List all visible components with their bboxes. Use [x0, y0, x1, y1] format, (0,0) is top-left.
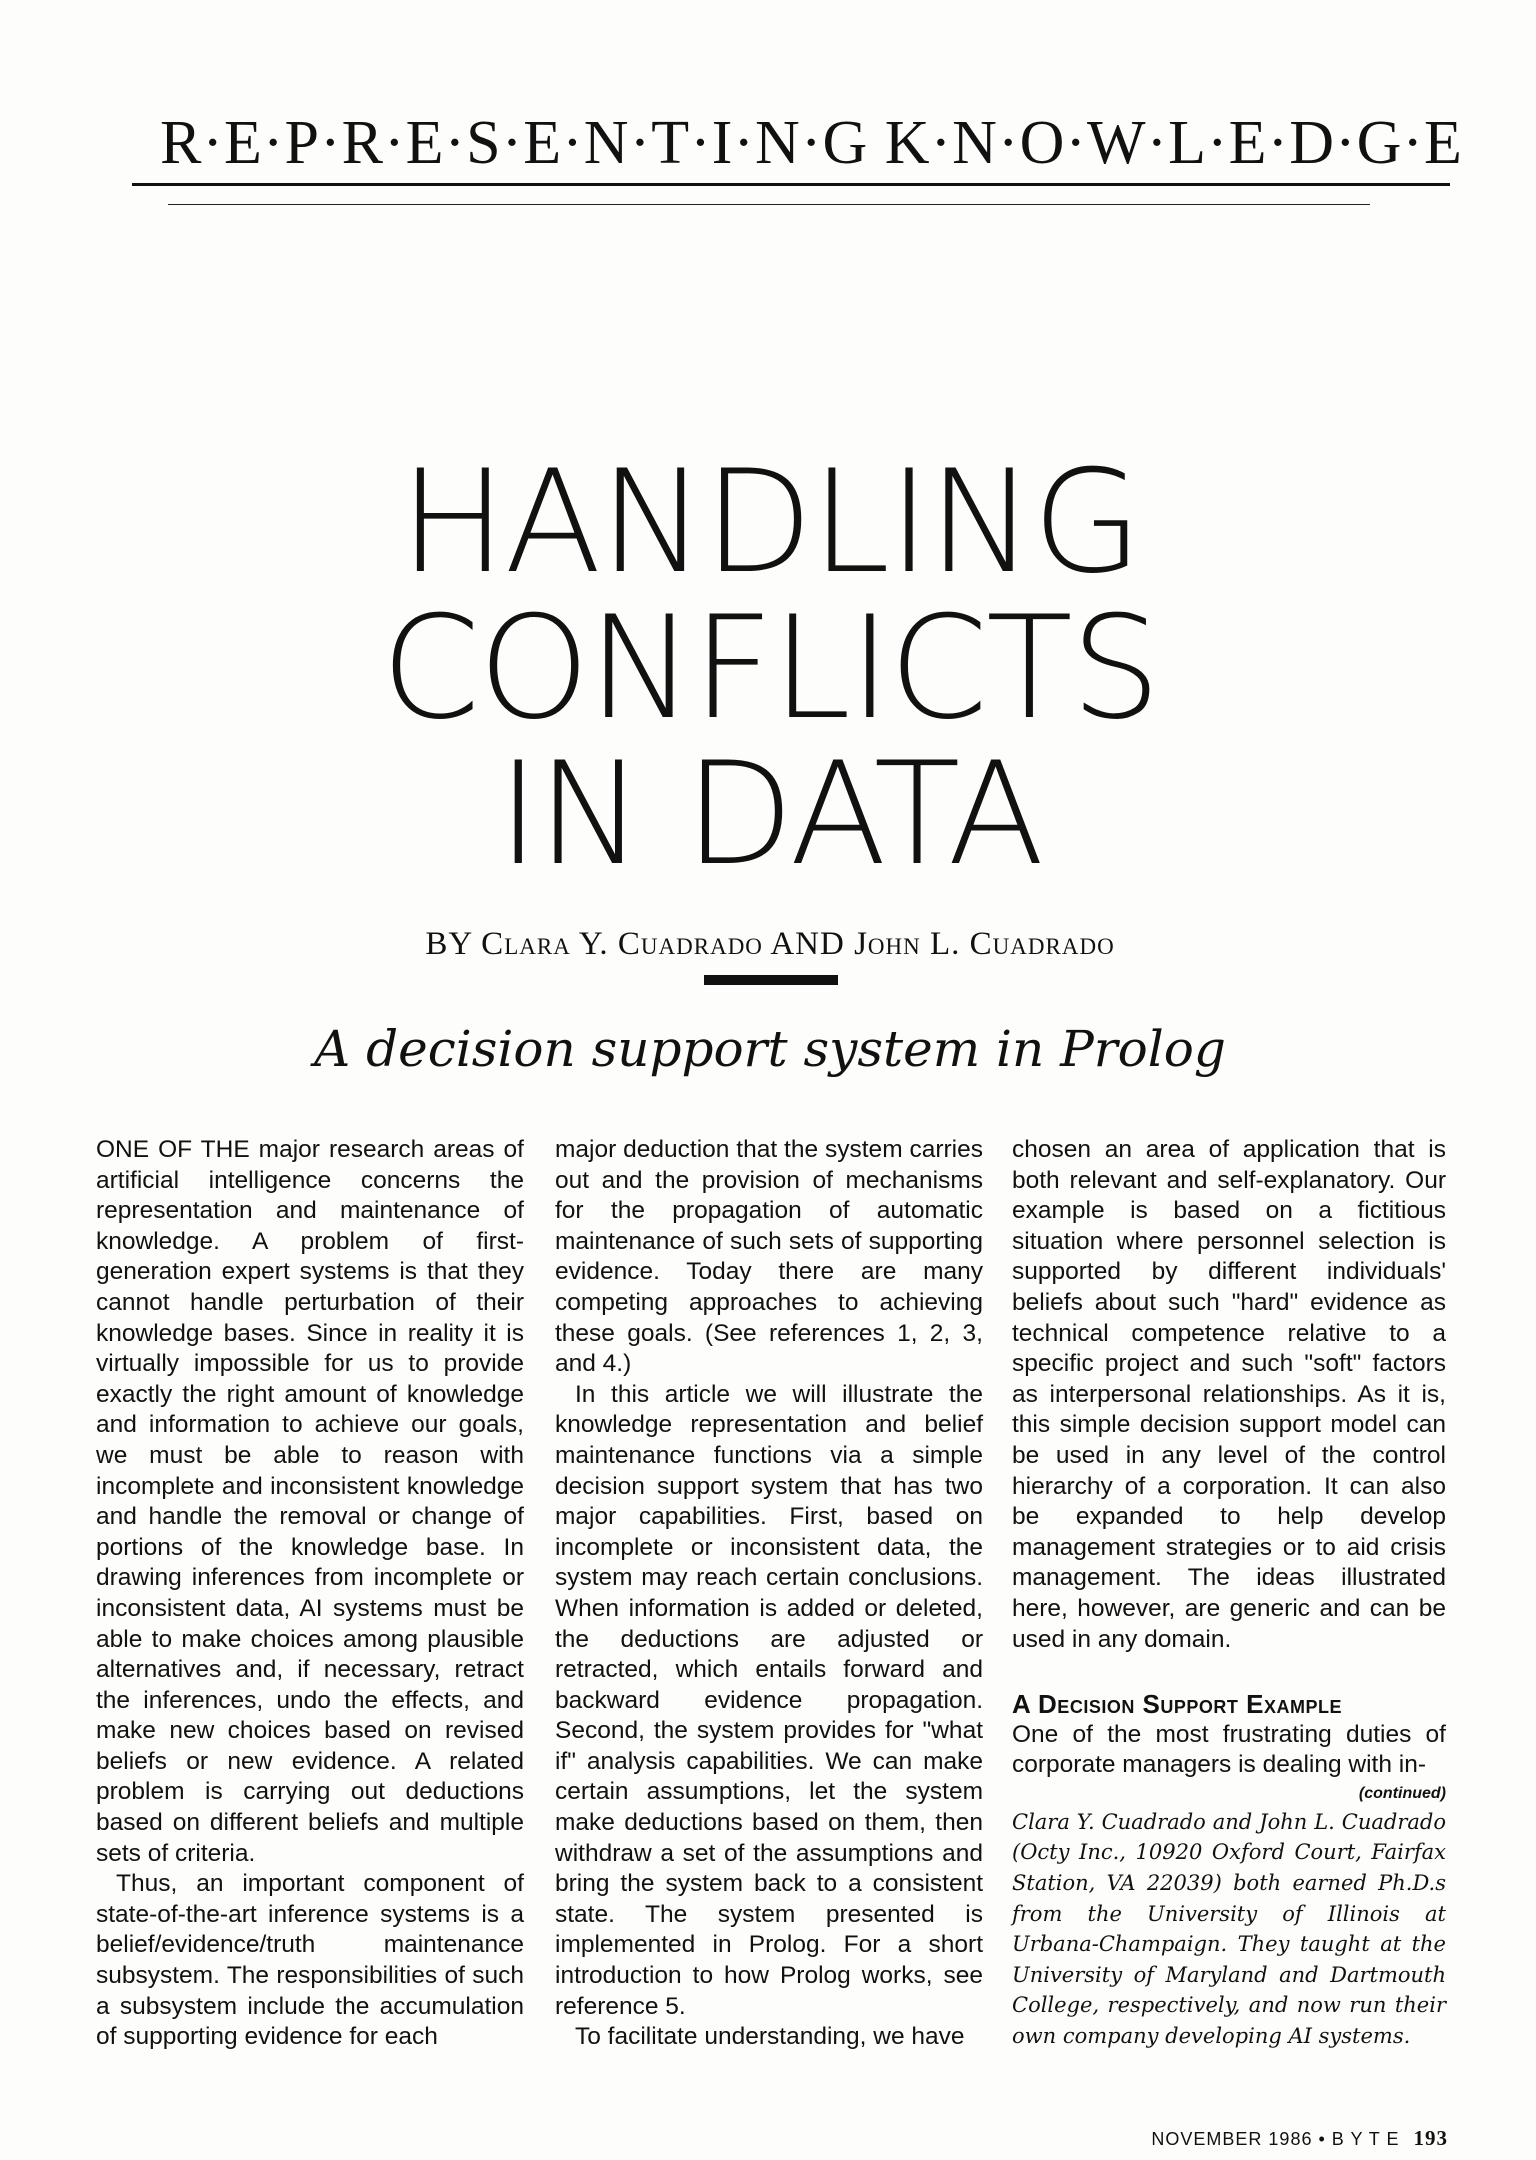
paragraph: major deduction that the system carries out and the provision of mechanisms for the propagation of automatic maintenance of such sets of supporting evidence. Today there are many competing approaches to achieving these goals. (See references 1, 2, 3, and 4.) [555, 1136, 983, 1378]
body-column-2 [555, 1135, 983, 2053]
byline: BY Clara Y. Cuadrado AND John L. Cuadrado [425, 926, 1115, 962]
header-rule-thin [168, 204, 1370, 205]
author-bio: Clara Y. Cuadrado and John L. Cuadrado (Octy Inc., 10920 Oxford Court, Fairfax Station, VA 22039) both earned Ph.D.s from the University of Illinois at Urbana-Champaign. They taught at the University of Maryland and Dartmouth College, respectively, and now run their own company developing AI systems. [1012, 1809, 1446, 2049]
title-line-1: HANDLING [399, 440, 1141, 605]
header-rule-thick [132, 183, 1450, 186]
body-column-1 [96, 1135, 524, 2053]
continued-note: (continued) [1358, 1784, 1446, 1802]
paragraph: ONE OF THE major research areas of artificial intelligence concerns the representation and maintenance of knowledge. A problem of first-generation expert systems is that they cannot handle perturbation of their knowledge bases. Since in reality it is virtually impossible for us to provide exactly the right amount of knowledge and information to achieve our goals, we must be able to reason with incomplete and inconsistent knowledge and handle the removal or change of portions of the knowledge base. In drawing inferences from incomplete or inconsistent data, AI systems must be able to make choices among plausible alternatives and, if necessary, retract the inferences, undo the effects, and make new choices based on revised beliefs or new evidence. A related problem is carrying out deductions based on different beliefs and multiple sets of criteria. [96, 1136, 524, 1867]
title-line-3: IN DATA [497, 732, 1043, 897]
paragraph: chosen an area of application that is both relevant and self-explanatory. Our example is based on a fictitious situation where personnel selection is supported by different individuals' beliefs about such "hard" evidence as technical competence relative to a specific project and such "soft" factors as interpersonal relationships. As it is, this simple decision support model can be used in any level of the control hierarchy of a corporation. It can also be expanded to help develop management strategies or to aid crisis management. The ideas illustrated here, however, are generic and can be used in any domain. [1012, 1136, 1446, 1653]
paragraph: Thus, an important component of state-of-the-art inference systems is a belief/evidence/truth maintenance subsystem. The responsibilities of such a subsystem include the accumulation of supporting evidence for each [96, 1870, 524, 2051]
page-number: 193 [1413, 2126, 1448, 2150]
article-deck: A decision support system in Prolog [314, 1020, 1226, 1078]
section-subhead: A Decision Support Example [1012, 1689, 1342, 1720]
paragraph: In this article we will illustrate the knowledge representation and belief maintenance functions via a simple decision support system that has two major capabilities. First, based on incomplete or inconsistent data, the system may reach certain conclusions. When information is added or deleted, the deductions are adjusted or retracted, which entails forward and backward evidence propagation. Second, the system provides for "what if" analysis capabilities. We can make certain assumptions, let the system make deductions based on them, then withdraw a set of the assumptions and bring the system back to a consistent state. The system presented is implemented in Prolog. For a short introduction to how Prolog works, see reference 5. [555, 1380, 983, 2020]
body-column-3 [1012, 1135, 1446, 2052]
issue-label: NOVEMBER 1986 • B Y T E [1151, 2129, 1400, 2149]
paragraph: To facilitate understanding, we have [575, 2023, 965, 2051]
paragraph: One of the most frustrating duties of corporate managers is dealing with in- [1012, 1720, 1446, 1779]
section-header: R·E·P·R·E·S·E·N·T·I·N·G K·N·O·W·L·E·D·G·E [160, 109, 1463, 177]
article-title [300, 440, 1240, 897]
title-line-2: CONFLICTS [381, 586, 1159, 751]
page-footer [1150, 2126, 1448, 2151]
byline-divider-bar [704, 975, 838, 985]
